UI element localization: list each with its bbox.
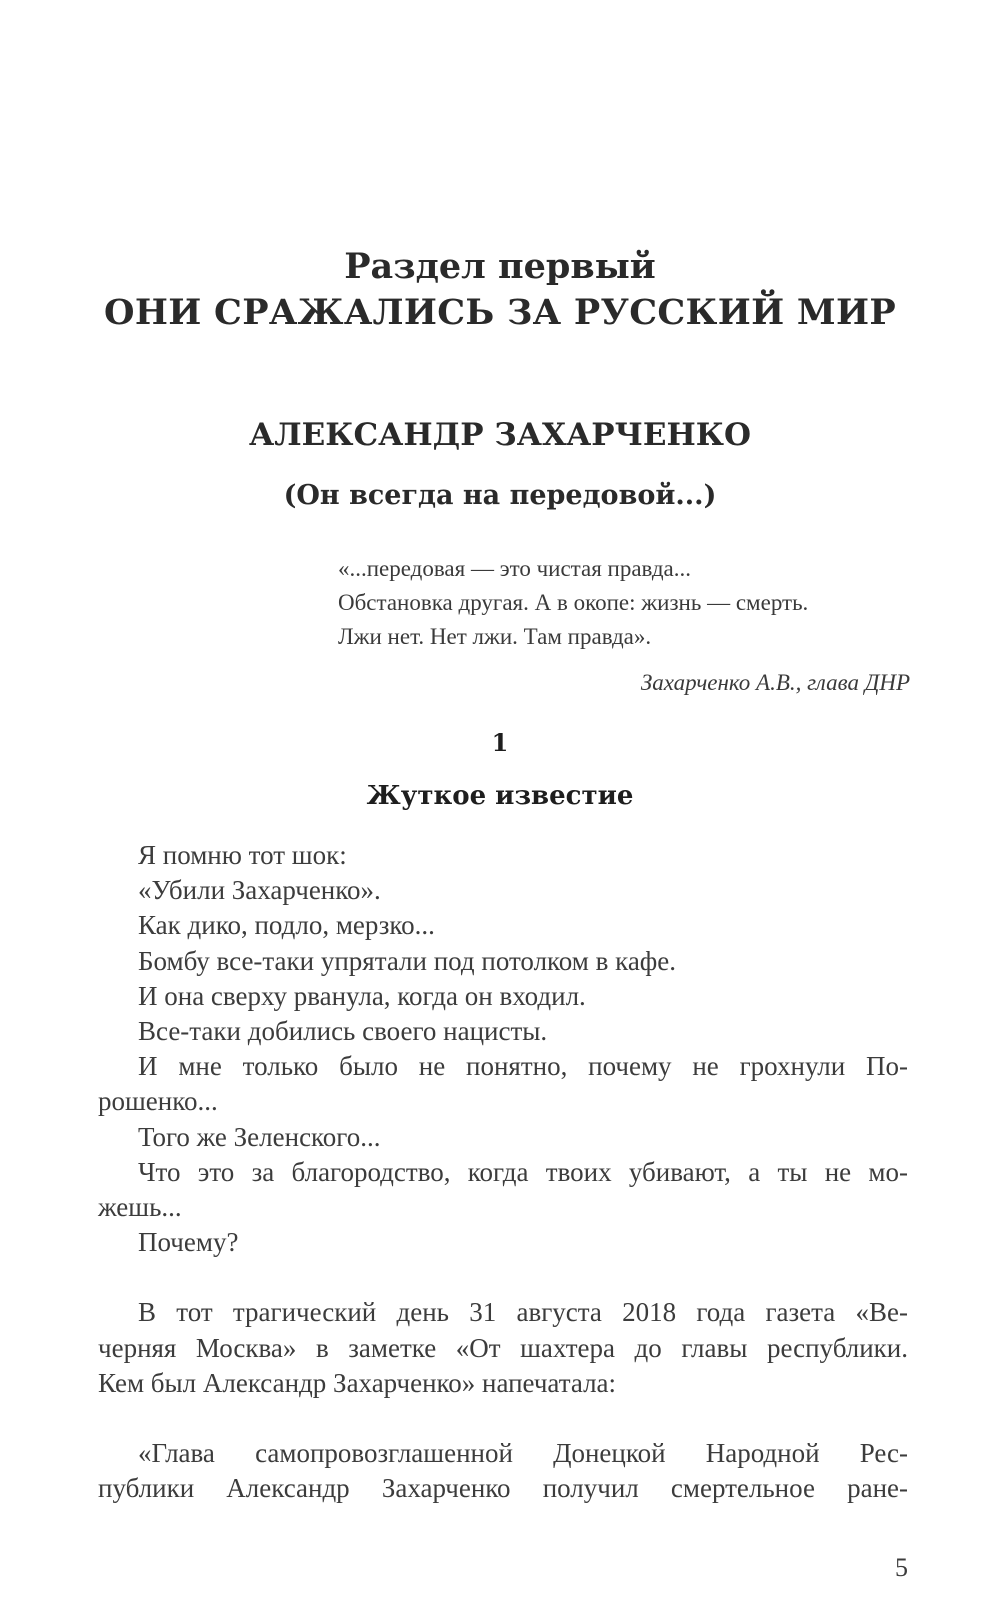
text-line: И она сверху рванула, когда он входил. bbox=[138, 980, 586, 1011]
text-line: Я помню тот шок: bbox=[138, 840, 347, 870]
text-line: Почему? bbox=[138, 1227, 239, 1258]
text-line: жешь... bbox=[98, 1191, 182, 1222]
text-line: В тот трагический день 31 августа 2018 года газета «Ве- bbox=[138, 1297, 908, 1328]
text-line: Что это за благородство, когда твоих убивают, а ты не мо- bbox=[138, 1156, 908, 1187]
text-line: Кем был Александр Захарченко» напечатала: bbox=[98, 1367, 617, 1398]
text-line: Того же Зеленского... bbox=[138, 1121, 381, 1152]
text-line: рошенко... bbox=[98, 1086, 218, 1117]
section-title: Жуткое известие bbox=[366, 781, 634, 811]
text-line: публики Александр Захарченко получил смертельное ране- bbox=[98, 1473, 908, 1504]
body-text bbox=[98, 838, 908, 1507]
text-line: «Глава самопровозглашенной Донецкой Народной Рес- bbox=[138, 1438, 908, 1469]
chapter-name: АЛЕКСАНДР ЗАХАРЧЕНКО bbox=[248, 417, 751, 453]
epigraph bbox=[338, 552, 908, 654]
text-line: Бомбу все-таки упрятали под потолком в кафе. bbox=[138, 945, 677, 976]
text-line: «Убили Захарченко». bbox=[138, 875, 381, 906]
epigraph-line: Обстановка другая. А в окопе: жизнь — смерть. bbox=[338, 590, 809, 615]
page-number: 5 bbox=[895, 1553, 908, 1582]
paragraph-gap bbox=[98, 1401, 908, 1436]
section-number: 1 bbox=[491, 728, 509, 757]
text-line: черняя Москва» в заметке «От шахтера до главы республики. bbox=[98, 1332, 908, 1363]
chapter-subtitle: (Он всегда на передовой...) bbox=[283, 480, 717, 511]
part-title: Раздел первый bbox=[344, 246, 656, 287]
epigraph-line: «...передовая — это чистая правда... bbox=[338, 556, 692, 581]
part-heading: ОНИ СРАЖАЛИСЬ ЗА РУССКИЙ МИР bbox=[104, 292, 896, 333]
paragraph-gap bbox=[98, 1260, 908, 1295]
text-line: Как дико, подло, мерзко... bbox=[138, 910, 435, 941]
text-line: Все-таки добились своего нацисты. bbox=[138, 1015, 548, 1046]
epigraph-line: Лжи нет. Нет лжи. Там правда». bbox=[338, 624, 652, 649]
text-line: И мне только было не понятно, почему не грохнули По- bbox=[138, 1051, 908, 1082]
epigraph-author: Захарченко А.В., глава ДНР bbox=[640, 670, 910, 695]
